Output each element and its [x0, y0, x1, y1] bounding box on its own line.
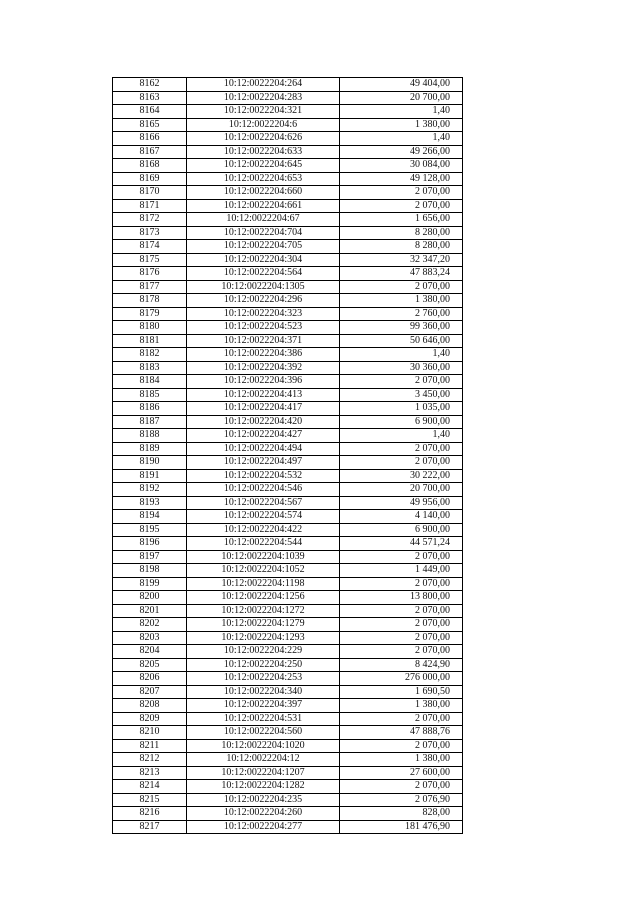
table-row [113, 442, 463, 456]
cadastral-value-cell: 1,40 [340, 429, 463, 443]
cadastral-number-cell: 10:12:0022204:497 [187, 456, 340, 470]
cadastral-number-cell: 10:12:0022204:645 [187, 159, 340, 173]
table-row [113, 78, 463, 92]
table-row [113, 766, 463, 780]
row-number-cell: 8193 [113, 496, 187, 510]
row-number-cell: 8197 [113, 550, 187, 564]
row-number-cell: 8192 [113, 483, 187, 497]
row-number-cell: 8171 [113, 199, 187, 213]
cadastral-number-cell: 10:12:0022204:574 [187, 510, 340, 524]
row-number-cell: 8188 [113, 429, 187, 443]
row-number-cell: 8165 [113, 118, 187, 132]
row-number-cell: 8189 [113, 442, 187, 456]
cadastral-value-cell: 2 070,00 [340, 375, 463, 389]
table-row [113, 307, 463, 321]
table-row [113, 820, 463, 834]
cadastral-number-cell: 10:12:0022204:413 [187, 388, 340, 402]
row-number-cell: 8196 [113, 537, 187, 551]
cadastral-value-cell: 2 070,00 [340, 199, 463, 213]
cadastral-number-cell: 10:12:0022204:1282 [187, 780, 340, 794]
row-number-cell: 8215 [113, 793, 187, 807]
cadastral-value-cell: 1 690,50 [340, 685, 463, 699]
cadastral-value-cell: 1,40 [340, 105, 463, 119]
cadastral-number-cell: 10:12:0022204:371 [187, 334, 340, 348]
cadastral-number-cell: 10:12:0022204:531 [187, 712, 340, 726]
row-number-cell: 8217 [113, 820, 187, 834]
table-row [113, 240, 463, 254]
table-row [113, 739, 463, 753]
row-number-cell: 8209 [113, 712, 187, 726]
table-row [113, 564, 463, 578]
cadastral-number-cell: 10:12:0022204:704 [187, 226, 340, 240]
row-number-cell: 8204 [113, 645, 187, 659]
row-number-cell: 8187 [113, 415, 187, 429]
cadastral-value-cell: 49 128,00 [340, 172, 463, 186]
table-row [113, 105, 463, 119]
table-row [113, 550, 463, 564]
cadastral-number-cell: 10:12:0022204:1293 [187, 631, 340, 645]
cadastral-value-cell: 2 070,00 [340, 618, 463, 632]
table-row [113, 388, 463, 402]
row-number-cell: 8202 [113, 618, 187, 632]
cadastral-value-cell: 1 380,00 [340, 753, 463, 767]
table-row [113, 699, 463, 713]
table-row [113, 415, 463, 429]
cadastral-number-cell: 10:12:0022204:260 [187, 807, 340, 821]
table-row [113, 631, 463, 645]
row-number-cell: 8174 [113, 240, 187, 254]
cadastral-number-cell: 10:12:0022204:633 [187, 145, 340, 159]
cadastral-number-cell: 10:12:0022204:386 [187, 348, 340, 362]
cadastral-value-cell: 30 360,00 [340, 361, 463, 375]
cadastral-number-cell: 10:12:0022204:296 [187, 294, 340, 308]
cadastral-value-cell: 4 140,00 [340, 510, 463, 524]
row-number-cell: 8184 [113, 375, 187, 389]
row-number-cell: 8179 [113, 307, 187, 321]
row-number-cell: 8194 [113, 510, 187, 524]
cadastral-number-cell: 10:12:0022204:1020 [187, 739, 340, 753]
cadastral-number-cell: 10:12:0022204:705 [187, 240, 340, 254]
row-number-cell: 8205 [113, 658, 187, 672]
row-number-cell: 8180 [113, 321, 187, 335]
cadastral-value-cell: 2 076,90 [340, 793, 463, 807]
cadastral-value-cell: 2 760,00 [340, 307, 463, 321]
row-number-cell: 8200 [113, 591, 187, 605]
cadastral-number-cell: 10:12:0022204:420 [187, 415, 340, 429]
table-row [113, 604, 463, 618]
table-row [113, 618, 463, 632]
table-row [113, 334, 463, 348]
table-row [113, 199, 463, 213]
table-row [113, 591, 463, 605]
cadastral-number-cell: 10:12:0022204:660 [187, 186, 340, 200]
cadastral-value-cell: 828,00 [340, 807, 463, 821]
table-row [113, 483, 463, 497]
cadastral-number-cell: 10:12:0022204:323 [187, 307, 340, 321]
cadastral-value-cell: 6 900,00 [340, 523, 463, 537]
cadastral-value-cell: 8 280,00 [340, 240, 463, 254]
row-number-cell: 8181 [113, 334, 187, 348]
cadastral-number-cell: 10:12:0022204:661 [187, 199, 340, 213]
row-number-cell: 8191 [113, 469, 187, 483]
cadastral-number-cell: 10:12:0022204:567 [187, 496, 340, 510]
cadastral-number-cell: 10:12:0022204:283 [187, 91, 340, 105]
table-row [113, 469, 463, 483]
cadastral-value-cell: 2 070,00 [340, 712, 463, 726]
row-number-cell: 8206 [113, 672, 187, 686]
cadastral-value-cell: 99 360,00 [340, 321, 463, 335]
table-row [113, 91, 463, 105]
cadastral-number-cell: 10:12:0022204:392 [187, 361, 340, 375]
cadastral-number-cell: 10:12:0022204:321 [187, 105, 340, 119]
row-number-cell: 8178 [113, 294, 187, 308]
table-row [113, 402, 463, 416]
cadastral-value-cell: 1 380,00 [340, 118, 463, 132]
row-number-cell: 8176 [113, 267, 187, 281]
row-number-cell: 8163 [113, 91, 187, 105]
cadastral-value-cell: 30 084,00 [340, 159, 463, 173]
table-row [113, 253, 463, 267]
cadastral-number-cell: 10:12:0022204:1305 [187, 280, 340, 294]
row-number-cell: 8201 [113, 604, 187, 618]
cadastral-value-cell: 1 035,00 [340, 402, 463, 416]
row-number-cell: 8198 [113, 564, 187, 578]
table-row [113, 294, 463, 308]
cadastral-value-cell: 3 450,00 [340, 388, 463, 402]
table-row [113, 145, 463, 159]
table-row [113, 523, 463, 537]
cadastral-number-cell: 10:12:0022204:6 [187, 118, 340, 132]
cadastral-number-cell: 10:12:0022204:1198 [187, 577, 340, 591]
cadastral-value-cell: 181 476,90 [340, 820, 463, 834]
row-number-cell: 8210 [113, 726, 187, 740]
cadastral-number-cell: 10:12:0022204:277 [187, 820, 340, 834]
row-number-cell: 8168 [113, 159, 187, 173]
table-row [113, 213, 463, 227]
cadastral-value-cell: 6 900,00 [340, 415, 463, 429]
row-number-cell: 8203 [113, 631, 187, 645]
cadastral-value-cell: 2 070,00 [340, 186, 463, 200]
cadastral-number-cell: 10:12:0022204:560 [187, 726, 340, 740]
row-number-cell: 8164 [113, 105, 187, 119]
table-row [113, 321, 463, 335]
cadastral-value-cell: 1,40 [340, 132, 463, 146]
cadastral-value-cell: 2 070,00 [340, 780, 463, 794]
cadastral-number-cell: 10:12:0022204:1052 [187, 564, 340, 578]
cadastral-number-cell: 10:12:0022204:264 [187, 78, 340, 92]
row-number-cell: 8213 [113, 766, 187, 780]
table-row [113, 793, 463, 807]
cadastral-value-cell: 8 424,90 [340, 658, 463, 672]
table-row [113, 348, 463, 362]
row-number-cell: 8190 [113, 456, 187, 470]
row-number-cell: 8182 [113, 348, 187, 362]
table-row [113, 172, 463, 186]
cadastral-number-cell: 10:12:0022204:532 [187, 469, 340, 483]
cadastral-number-cell: 10:12:0022204:494 [187, 442, 340, 456]
table-row [113, 361, 463, 375]
cadastral-value-cell: 47 888,76 [340, 726, 463, 740]
cadastral-number-cell: 10:12:0022204:1256 [187, 591, 340, 605]
cadastral-value-cell: 44 571,24 [340, 537, 463, 551]
cadastral-number-cell: 10:12:0022204:340 [187, 685, 340, 699]
table-row [113, 510, 463, 524]
cadastral-value-cell: 1 449,00 [340, 564, 463, 578]
row-number-cell: 8214 [113, 780, 187, 794]
cadastral-number-cell: 10:12:0022204:12 [187, 753, 340, 767]
cadastral-value-cell: 2 070,00 [340, 604, 463, 618]
table-row [113, 159, 463, 173]
cadastral-value-cell: 50 646,00 [340, 334, 463, 348]
cadastral-value-cell: 20 700,00 [340, 483, 463, 497]
table-row [113, 645, 463, 659]
cadastral-value-cell: 27 600,00 [340, 766, 463, 780]
cadastral-number-cell: 10:12:0022204:67 [187, 213, 340, 227]
table-row [113, 226, 463, 240]
cadastral-value-cell: 2 070,00 [340, 577, 463, 591]
table-row [113, 132, 463, 146]
table-row [113, 267, 463, 281]
cadastral-value-cell: 276 000,00 [340, 672, 463, 686]
table-row [113, 118, 463, 132]
table-row [113, 456, 463, 470]
row-number-cell: 8170 [113, 186, 187, 200]
cadastral-number-cell: 10:12:0022204:1039 [187, 550, 340, 564]
cadastral-number-cell: 10:12:0022204:250 [187, 658, 340, 672]
cadastral-value-cell: 8 280,00 [340, 226, 463, 240]
row-number-cell: 8195 [113, 523, 187, 537]
cadastral-number-cell: 10:12:0022204:396 [187, 375, 340, 389]
row-number-cell: 8186 [113, 402, 187, 416]
cadastral-value-cell: 30 222,00 [340, 469, 463, 483]
cadastral-value-cell: 2 070,00 [340, 456, 463, 470]
cadastral-value-cell: 1 380,00 [340, 699, 463, 713]
row-number-cell: 8167 [113, 145, 187, 159]
row-number-cell: 8211 [113, 739, 187, 753]
cadastral-number-cell: 10:12:0022204:253 [187, 672, 340, 686]
cadastral-value-cell: 2 070,00 [340, 280, 463, 294]
cadastral-number-cell: 10:12:0022204:546 [187, 483, 340, 497]
row-number-cell: 8177 [113, 280, 187, 294]
table-row [113, 753, 463, 767]
cadastral-value-cell: 49 956,00 [340, 496, 463, 510]
cadastral-value-cell: 2 070,00 [340, 739, 463, 753]
cadastral-value-cell: 1 656,00 [340, 213, 463, 227]
row-number-cell: 8207 [113, 685, 187, 699]
row-number-cell: 8166 [113, 132, 187, 146]
cadastral-value-cell: 1 380,00 [340, 294, 463, 308]
cadastral-number-cell: 10:12:0022204:397 [187, 699, 340, 713]
cadastral-number-cell: 10:12:0022204:422 [187, 523, 340, 537]
cadastral-value-cell: 13 800,00 [340, 591, 463, 605]
cadastral-number-cell: 10:12:0022204:417 [187, 402, 340, 416]
table-body [113, 78, 463, 834]
cadastral-number-cell: 10:12:0022204:544 [187, 537, 340, 551]
table-row [113, 726, 463, 740]
cadastral-number-cell: 10:12:0022204:653 [187, 172, 340, 186]
row-number-cell: 8172 [113, 213, 187, 227]
cadastral-number-cell: 10:12:0022204:235 [187, 793, 340, 807]
cadastral-value-cell: 20 700,00 [340, 91, 463, 105]
row-number-cell: 8212 [113, 753, 187, 767]
cadastral-value-cell: 1,40 [340, 348, 463, 362]
cadastral-number-cell: 10:12:0022204:304 [187, 253, 340, 267]
cadastral-number-cell: 10:12:0022204:229 [187, 645, 340, 659]
cadastral-value-table [112, 77, 463, 834]
row-number-cell: 8199 [113, 577, 187, 591]
table-row [113, 496, 463, 510]
table-row [113, 658, 463, 672]
table-row [113, 685, 463, 699]
table-row [113, 807, 463, 821]
table-row [113, 537, 463, 551]
row-number-cell: 8185 [113, 388, 187, 402]
table-row [113, 429, 463, 443]
cadastral-value-cell: 2 070,00 [340, 645, 463, 659]
cadastral-value-cell: 2 070,00 [340, 550, 463, 564]
row-number-cell: 8175 [113, 253, 187, 267]
cadastral-number-cell: 10:12:0022204:1207 [187, 766, 340, 780]
table-row [113, 186, 463, 200]
row-number-cell: 8173 [113, 226, 187, 240]
table-row [113, 280, 463, 294]
cadastral-number-cell: 10:12:0022204:1279 [187, 618, 340, 632]
row-number-cell: 8216 [113, 807, 187, 821]
row-number-cell: 8183 [113, 361, 187, 375]
cadastral-value-cell: 47 883,24 [340, 267, 463, 281]
cadastral-value-cell: 32 347,20 [340, 253, 463, 267]
table-row [113, 577, 463, 591]
cadastral-number-cell: 10:12:0022204:1272 [187, 604, 340, 618]
row-number-cell: 8208 [113, 699, 187, 713]
table-row [113, 672, 463, 686]
cadastral-number-cell: 10:12:0022204:427 [187, 429, 340, 443]
cadastral-number-cell: 10:12:0022204:523 [187, 321, 340, 335]
cadastral-value-cell: 49 266,00 [340, 145, 463, 159]
cadastral-number-cell: 10:12:0022204:564 [187, 267, 340, 281]
table-row [113, 375, 463, 389]
row-number-cell: 8162 [113, 78, 187, 92]
cadastral-value-cell: 2 070,00 [340, 631, 463, 645]
cadastral-value-cell: 2 070,00 [340, 442, 463, 456]
cadastral-value-cell: 49 404,00 [340, 78, 463, 92]
table-row [113, 780, 463, 794]
row-number-cell: 8169 [113, 172, 187, 186]
table-row [113, 712, 463, 726]
cadastral-number-cell: 10:12:0022204:626 [187, 132, 340, 146]
